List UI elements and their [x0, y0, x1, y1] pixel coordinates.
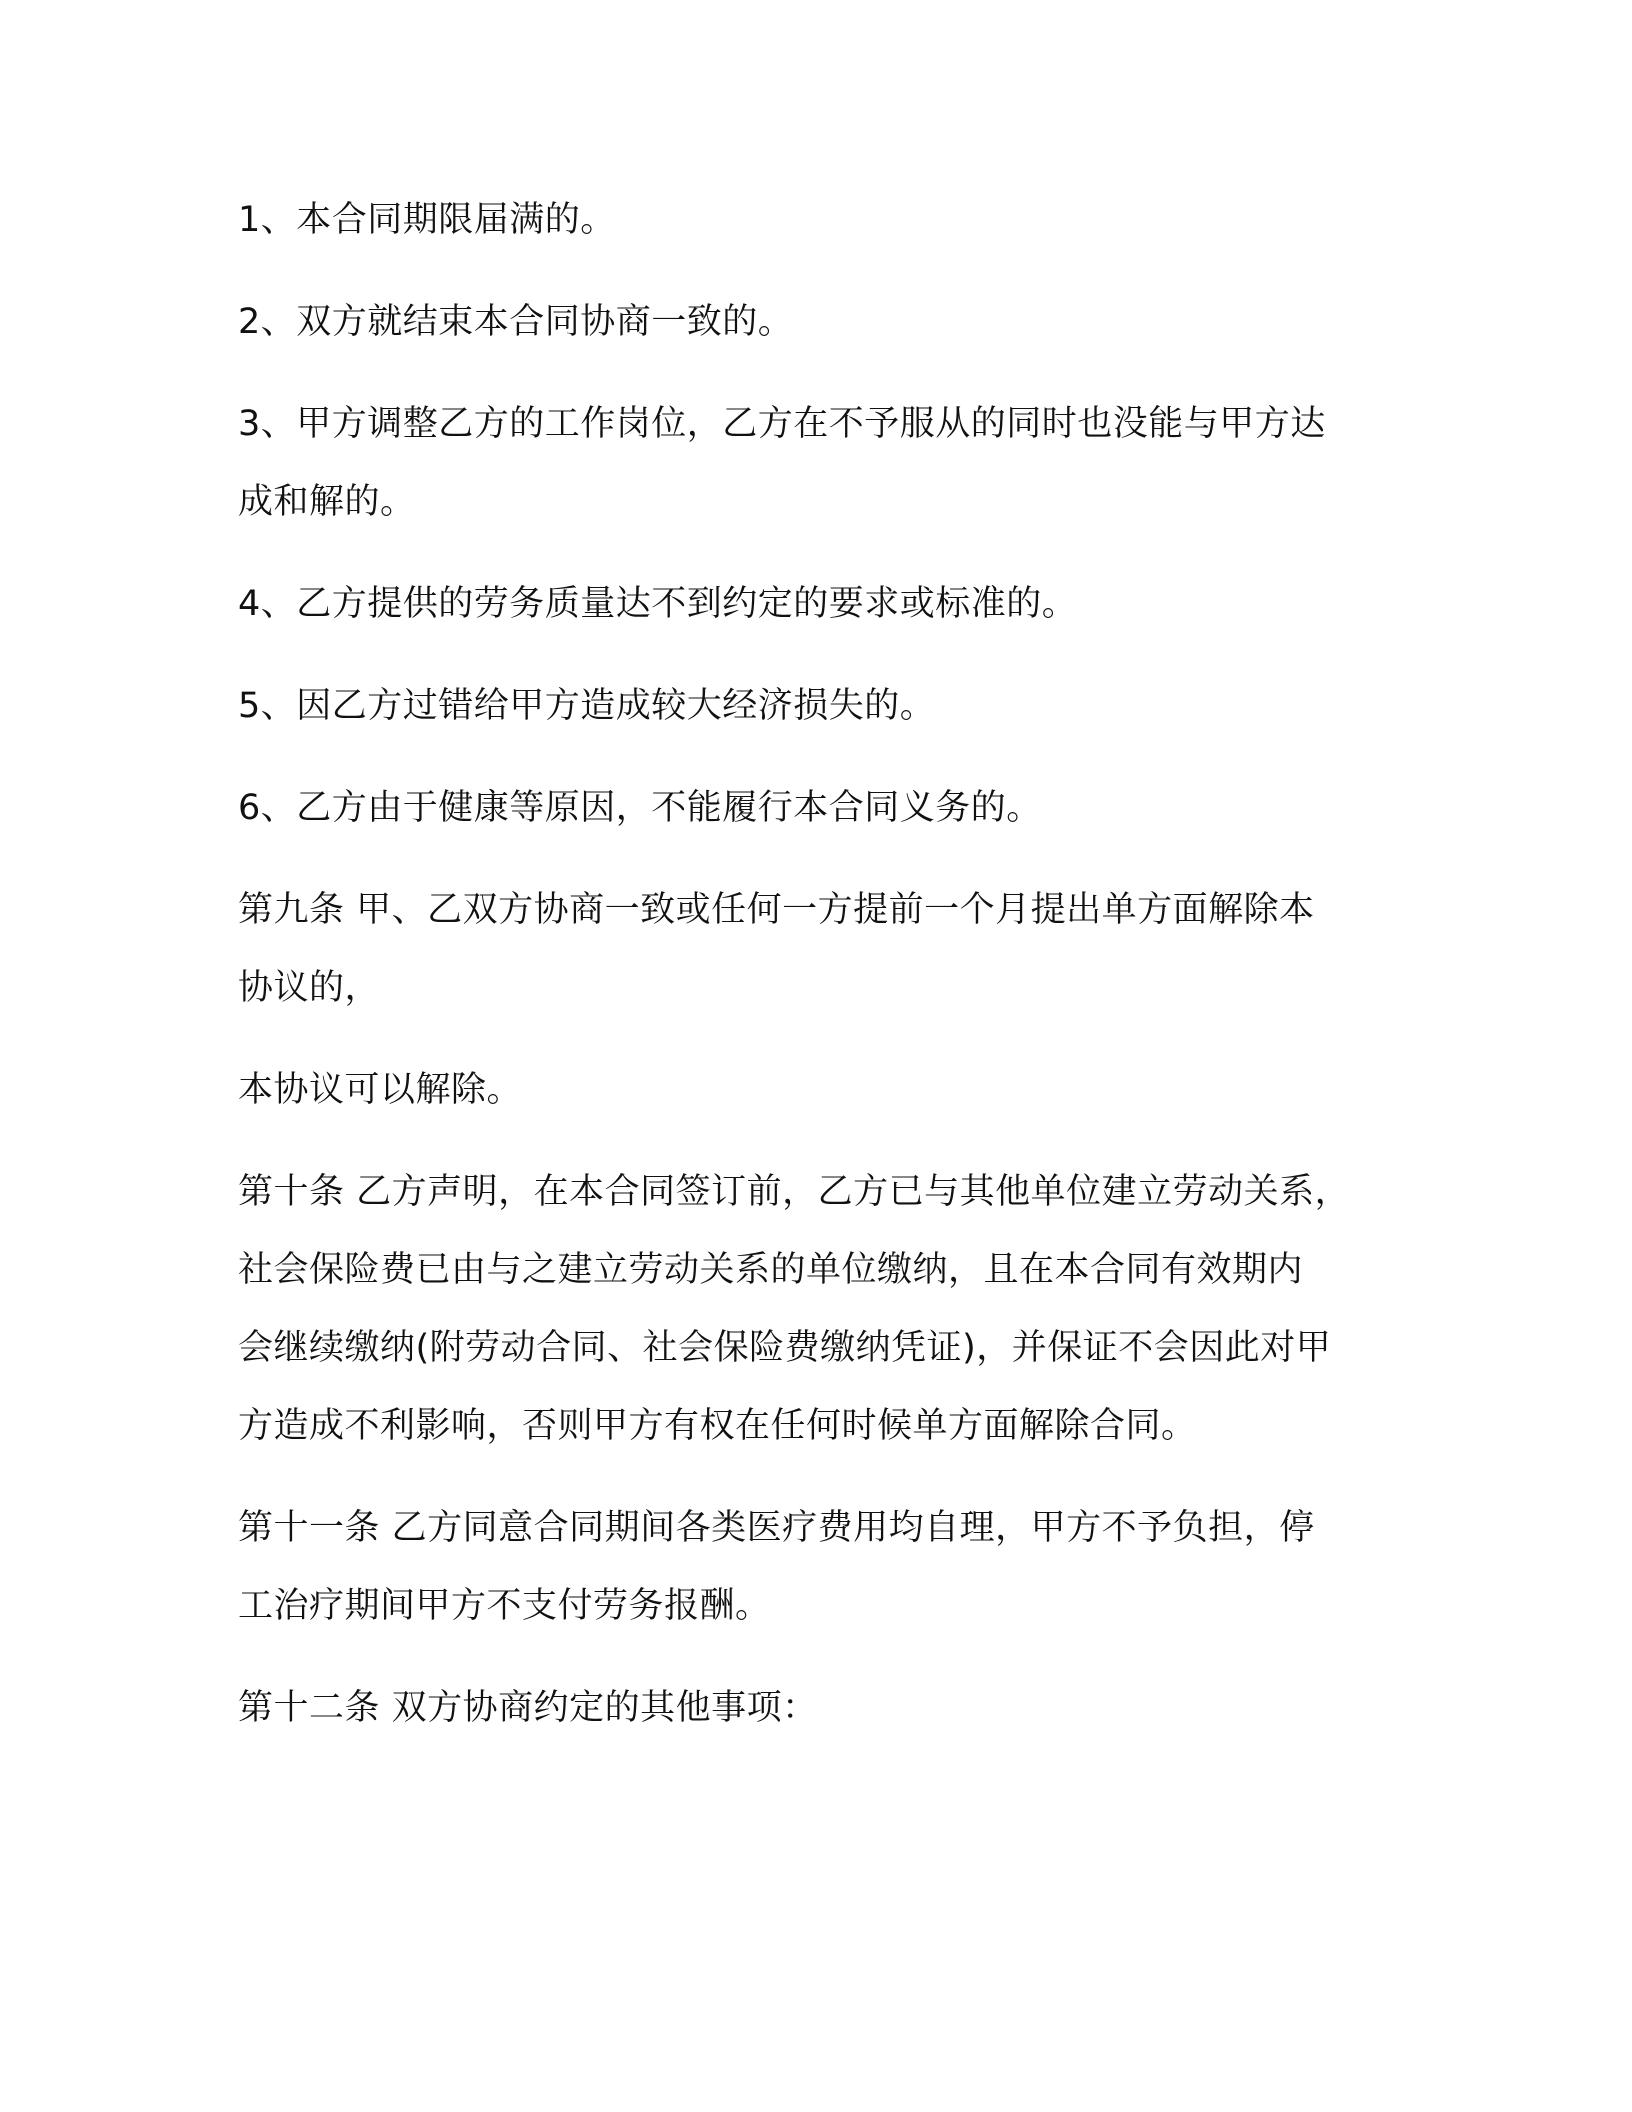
clause-item-3-line-1: 3、甲方调整乙方的工作岗位，乙方在不予服从的同时也没能与甲方达 [238, 404, 1326, 444]
article-11-line-1: 第十一条 乙方同意合同期间各类医疗费用均自理，甲方不予负担，停 [238, 1508, 1315, 1548]
clause-item-6: 6、乙方由于健康等原因，不能履行本合同义务的。 [238, 788, 1042, 828]
clause-item-5: 5、因乙方过错给甲方造成较大经济损失的。 [238, 686, 936, 726]
article-10-line-3: 会继续缴纳(附劳动合同、社会保险费缴纳凭证)，并保证不会因此对甲 [238, 1328, 1332, 1368]
article-11-line-2: 工治疗期间甲方不支付劳务报酬。 [238, 1586, 771, 1626]
article-10-line-4: 方造成不利影响，否则甲方有权在任何时候单方面解除合同。 [238, 1406, 1197, 1446]
article-9-line-3: 本协议可以解除。 [238, 1070, 523, 1110]
clause-item-1: 1、本合同期限届满的。 [238, 200, 616, 240]
clause-item-4: 4、乙方提供的劳务质量达不到约定的要求或标准的。 [238, 584, 1078, 624]
article-10-line-1: 第十条 乙方声明，在本合同签订前，乙方已与其他单位建立劳动关系， [238, 1172, 1351, 1212]
article-12-line-1: 第十二条 双方协商约定的其他事项： [238, 1688, 818, 1728]
clause-item-2: 2、双方就结束本合同协商一致的。 [238, 302, 794, 342]
clause-item-3-line-2: 成和解的。 [238, 482, 416, 522]
article-9-line-2: 协议的， [238, 968, 381, 1008]
article-9-line-1: 第九条 甲、乙双方协商一致或任何一方提前一个月提出单方面解除本 [238, 890, 1315, 930]
article-10-line-2: 社会保险费已由与之建立劳动关系的单位缴纳，且在本合同有效期内 [238, 1250, 1304, 1290]
